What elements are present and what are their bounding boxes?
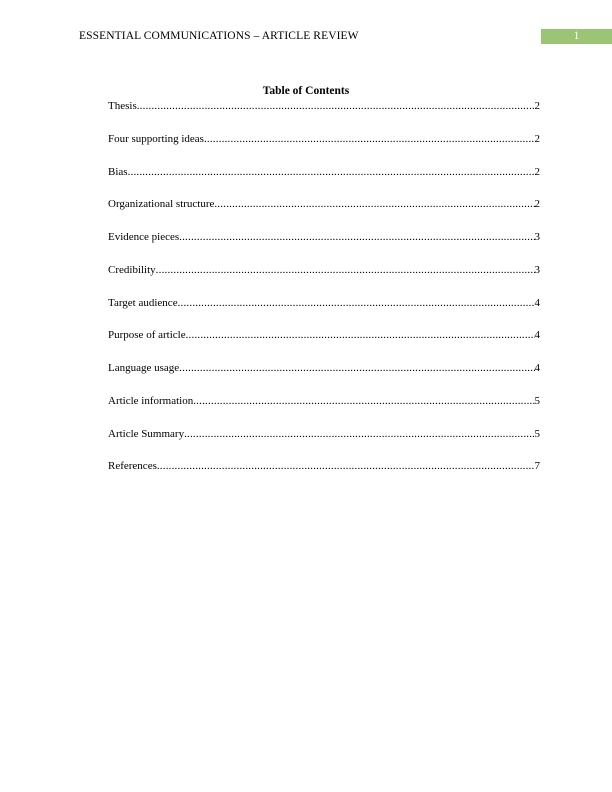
- toc-entry-page: 7: [534, 460, 540, 473]
- toc-entry-page: 4: [534, 362, 540, 374]
- toc-entry-label: Thesis: [108, 100, 137, 112]
- dot-leader: [179, 230, 534, 244]
- toc-entry-page: 2: [534, 132, 540, 145]
- dot-leader: [193, 394, 534, 408]
- dot-leader: [156, 263, 535, 277]
- dot-leader: [184, 427, 534, 441]
- toc-entry-page: 5: [534, 394, 540, 407]
- page-number: 1: [573, 30, 580, 42]
- dot-leader: [128, 165, 535, 179]
- toc-entry-language-usage[interactable]: [108, 361, 540, 375]
- toc-entry-evidence-pieces[interactable]: [108, 230, 540, 244]
- toc-entry-four-supporting-ideas[interactable]: [108, 132, 540, 146]
- toc-entry-label: Article information: [108, 394, 194, 407]
- table-of-contents: [108, 99, 540, 492]
- toc-entry-label: Language usage: [108, 362, 180, 374]
- toc-entry-page: 2: [534, 165, 540, 178]
- toc-entry-label: References: [108, 460, 157, 473]
- toc-entry-label: Bias: [108, 165, 128, 178]
- toc-entry-page: 2: [534, 198, 540, 211]
- toc-title: Table of Contents: [262, 85, 350, 97]
- toc-entry-label: Four supporting ideas: [108, 132, 204, 145]
- dot-leader: [178, 296, 535, 310]
- toc-entry-page: 3: [534, 263, 540, 276]
- toc-entry-label: Organizational structure: [108, 198, 215, 211]
- toc-entry-article-information[interactable]: [108, 394, 540, 408]
- toc-entry-purpose-of-article[interactable]: [108, 328, 540, 342]
- dot-leader: [137, 99, 535, 113]
- toc-entry-label: Evidence pieces: [108, 231, 180, 243]
- toc-entry-page: 3: [534, 231, 540, 243]
- toc-entry-page: 5: [534, 427, 540, 440]
- running-head: ESSENTIAL COMMUNICATIONS – ARTICLE REVIEW: [79, 30, 359, 42]
- toc-entry-bias[interactable]: [108, 165, 540, 179]
- toc-entry-page: 4: [534, 296, 540, 309]
- toc-entry-target-audience[interactable]: [108, 296, 540, 310]
- toc-entry-page: 2: [534, 100, 540, 112]
- dot-leader: [179, 361, 534, 375]
- dot-leader: [204, 132, 535, 146]
- toc-entry-label: Article Summary: [108, 427, 185, 440]
- toc-entry-label: Purpose of article: [108, 329, 186, 342]
- page-number-badge: [541, 29, 612, 44]
- toc-entry-page: 4: [534, 329, 540, 342]
- toc-entry-organizational-structure[interactable]: [108, 197, 540, 211]
- toc-entry-thesis[interactable]: [108, 99, 540, 113]
- dot-leader: [157, 459, 535, 473]
- toc-entry-label: Credibility: [108, 263, 156, 276]
- page-header: [0, 0, 612, 60]
- toc-entry-credibility[interactable]: [108, 263, 540, 277]
- dot-leader: [214, 197, 534, 211]
- dot-leader: [186, 328, 535, 342]
- toc-entry-references[interactable]: [108, 459, 540, 473]
- toc-entry-label: Target audience: [108, 296, 178, 309]
- toc-entry-article-summary[interactable]: [108, 427, 540, 441]
